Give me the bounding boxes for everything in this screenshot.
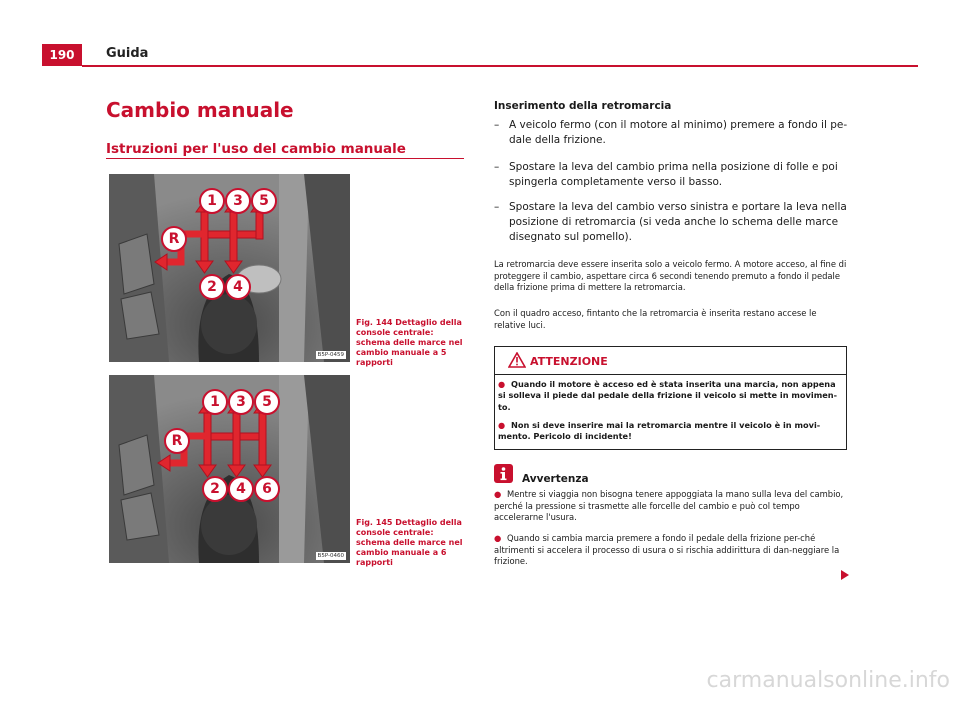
page-number: 190 [42,44,82,66]
warning-label: ATTENZIONE [530,355,608,368]
warning-box [494,346,847,450]
note-item [494,533,848,568]
gear-label-r: R [164,428,190,454]
continue-arrow-icon [840,566,850,585]
warning-text: Non si deve inserire mai la retromarcia mentre il veicolo è in movi-mento. Pericolo di incidente! [498,420,821,442]
reverse-gear-title: Inserimento della retromarcia [494,100,672,112]
body-paragraph: La retromarcia deve essere inserita solo a veicolo fermo. A motore acceso, al fine di proteggere il cambio, aspettare circa 6 secondi tenendo premuto a fondo il pedale della frizione prima di mettere la retromarcia. [494,259,847,292]
gear-label-3: 3 [225,188,251,214]
step-dash: – [494,201,500,213]
figure-6-speed-gear-pattern [109,375,350,563]
body-paragraph: Con il quadro acceso, fintanto che la retromarcia è inserita restano accese le relative luci. [494,308,817,330]
watermark-footer: carmanualsonline.info [706,668,950,693]
gear-label-4: 4 [225,274,251,300]
gear-label-6: 6 [254,476,280,502]
figure-code: B5P-0459 [317,352,344,358]
step-text: A veicolo fermo (con il motore al minimo) premere a fondo il pe-dale della frizione. [509,119,848,146]
figure-5-speed-gear-pattern [109,174,350,362]
warning-item [498,379,838,413]
step-text: Spostare la leva del cambio verso sinistra e portare la leva nella posizione di retromarcia (si veda anche lo schema delle marce disegnato sul pomello). [509,201,847,243]
info-note-icon [494,464,513,483]
note-text: Mentre si viaggia non bisogna tenere appoggiata la mano sulla leva del cambio, perché la pressione si trasmette alle forcelle del cambio e può col tempo accelerarne l'usura. [494,489,844,522]
warning-text: Quando il motore è acceso ed è stata inserita una marcia, non appena si solleva il piede dal pedale della frizione il veicolo si mette in movimen-to. [498,379,838,412]
header-divider [82,65,918,67]
gear-label-1: 1 [202,389,228,415]
gear-label-r: R [161,226,187,252]
figure-caption [356,518,464,568]
figure-caption-text: Dettaglio della console centrale: schema delle marce nel cambio manuale a 5 rapporti [356,318,463,367]
note-label: Avvertenza [522,473,589,485]
gear-label-5: 5 [254,389,280,415]
section-subtitle: Istruzioni per l'uso del cambio manuale [106,141,406,157]
step-item [494,160,848,190]
bullet-icon: ● [494,489,502,499]
bullet-icon: ● [498,379,506,389]
note-text: Quando si cambia marcia premere a fondo il pedale della frizione per-ché altrimenti si accelera il processo di usura o si rischia addirittura di dan-neggiare la frizione. [494,533,840,566]
step-dash: – [494,161,500,173]
step-item [494,118,848,148]
gear-label-3: 3 [228,389,254,415]
figure-caption-text: Dettaglio della console centrale: schema delle marce nel cambio manuale a 6 rapporti [356,518,463,567]
bullet-icon: ● [494,533,502,543]
gear-label-1: 1 [199,188,225,214]
warning-header [495,347,846,375]
gear-label-5: 5 [251,188,277,214]
gear-label-2: 2 [202,476,228,502]
section-title: Guida [106,46,149,61]
figure-number: Fig. 145 [356,518,393,527]
figure-caption [356,318,464,368]
subtitle-divider [106,158,464,159]
gear-label-2: 2 [199,274,225,300]
step-item [494,200,848,245]
figure-number: Fig. 144 [356,318,393,327]
step-dash: – [494,119,500,131]
gear-label-4: 4 [228,476,254,502]
note-item [494,489,848,524]
chapter-title: Cambio manuale [106,98,294,122]
step-text: Spostare la leva del cambio prima nella posizione di folle e poi spingerla completamente verso il basso. [509,161,838,188]
figure-code: B5P-0460 [317,553,344,559]
warning-triangle-icon [508,352,526,372]
warning-item [498,420,838,443]
bullet-icon: ● [498,420,506,430]
